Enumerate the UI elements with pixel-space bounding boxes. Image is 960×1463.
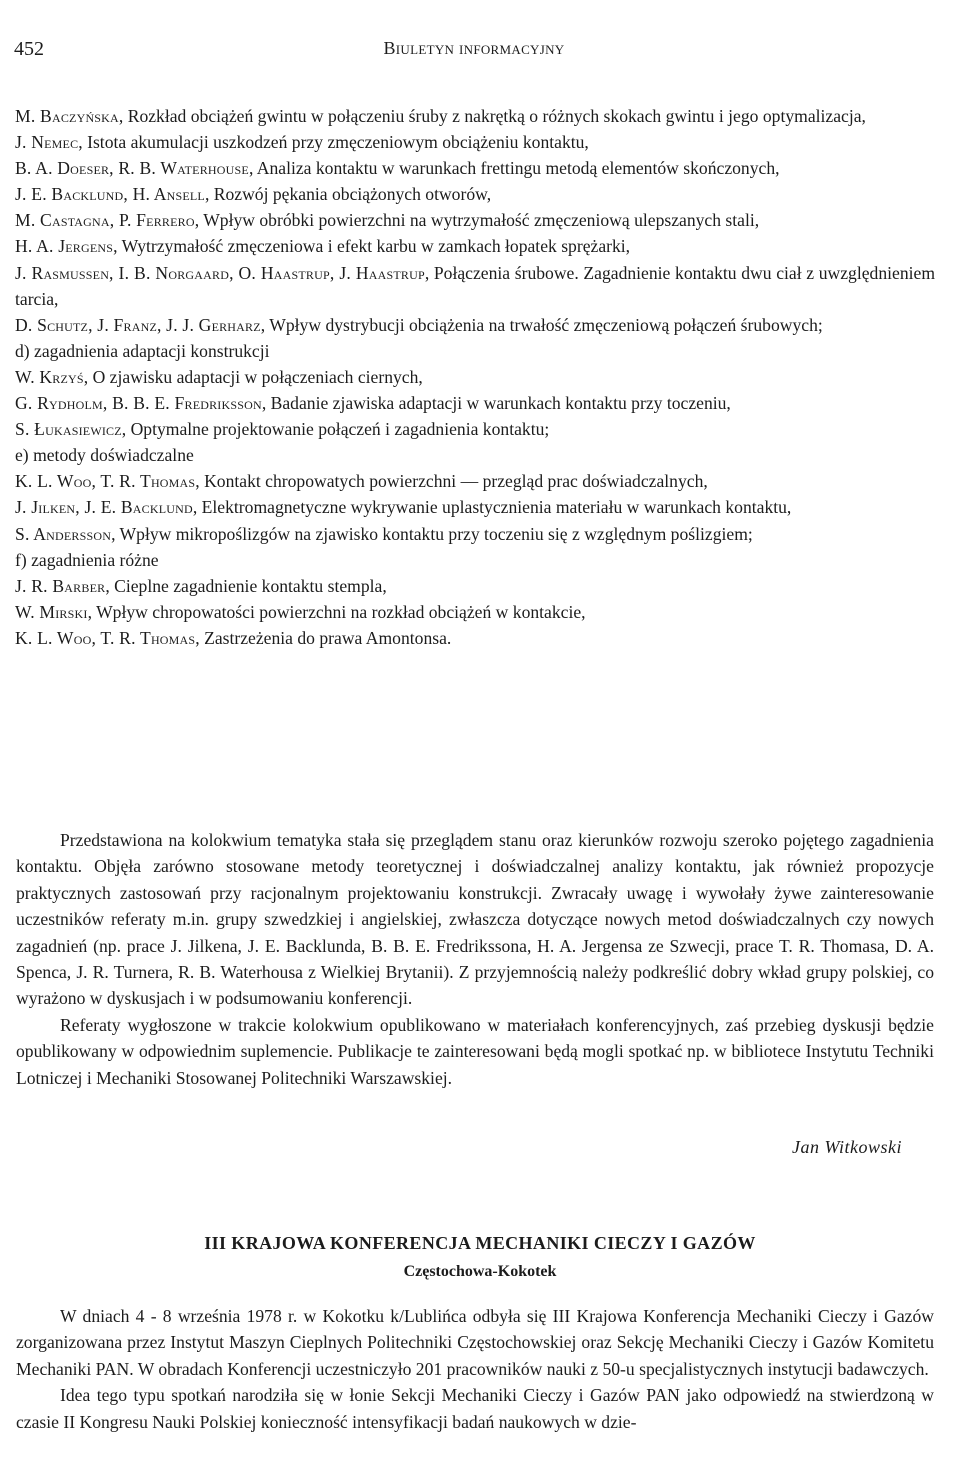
reference-title: Wytrzymałość zmęczeniowa i efekt karbu w zamkach łopatek sprężarki,: [121, 236, 631, 257]
reference-item: M. Baczyńska, Rozkład obciążeń gwintu w połączeniu śruby z nakrętką o różnych skokach gwintu i jego optymalizacja,: [15, 106, 866, 126]
running-title: Biuletyn informacyjny: [383, 38, 565, 58]
reference-title: Wpływ chropowatości powierzchni na rozkład obciążeń w kontakcie,: [96, 601, 586, 622]
reference-item: H. A. Jergens, Wytrzymałość zmęczeniowa i efekt karbu w zamkach łopatek sprężarki,: [15, 236, 631, 257]
reference-item: S. Andersson, Wpływ mikropoślizgów na zjawisko kontaktu przy toczeniu się z względnym poślizgiem;: [15, 523, 753, 544]
reference-authors: J. Rasmussen, I. B. Norgaard, O. Haastrup, J. Haastrup: [15, 262, 425, 283]
summary-text: [16, 827, 934, 1091]
reference-authors: J. Nemec: [15, 132, 79, 153]
reference-title: Elektromagnetyczne wykrywanie uplastycznienia materiału w warunkach kontaktu,: [201, 497, 792, 518]
reference-title: Analiza kontaktu w warunkach frettingu metodą elementów skończonych,: [256, 158, 780, 179]
reference-item: J. Jilken, J. E. Backlund, Elektromagnetyczne wykrywanie uplastycznienia materiału w warunkach kontaktu,: [15, 497, 792, 518]
reference-item: K. L. Woo, T. R. Thomas, Kontakt chropowatych powierzchni — przegląd prac doświadczalnych,: [15, 471, 708, 492]
reference-authors: D. Schutz, J. Franz, J. J. Gerharz: [15, 314, 261, 335]
reference-item: W. Mirski, Wpływ chropowatości powierzchni na rozkład obciążeń w kontakcie,: [15, 601, 586, 622]
reference-title: Rozwój pękania obciążonych otworów,: [213, 184, 492, 205]
section-text: [16, 1303, 934, 1435]
reference-authors: H. A. Jergens: [15, 236, 114, 257]
author-signature: Jan Witkowski: [792, 1137, 902, 1157]
body-paragraph: Idea tego typu spotkań narodziła się w łonie Sekcji Mechaniki Cieczy i Gazów PAN jako odpowiedź na stwierdzoną w czasie II Kongresu Nauki Polskiej konieczność intensyfikacji badań naukowych w dzie-: [16, 1385, 934, 1432]
reference-item: J. Nemec, Istota akumulacji uszkodzeń przy zmęczeniowym obciążeniu kontaktu,: [15, 132, 589, 153]
reference-authors: S. Łukasiewicz: [15, 419, 122, 440]
reference-item: B. A. Doeser, R. B. Waterhouse, Analiza kontaktu w warunkach frettingu metodą elementów skończonych,: [15, 158, 780, 179]
reference-title: Badanie zjawiska adaptacji w warunkach kontaktu przy toczeniu,: [270, 393, 731, 414]
reference-item: G. Rydholm, B. B. E. Fredriksson, Badanie zjawiska adaptacji w warunkach kontaktu przy toczeniu,: [15, 393, 731, 414]
reference-item: W. Krzyś, O zjawisku adaptacji w połączeniach ciernych,: [15, 366, 423, 387]
reference-title: O zjawisku adaptacji w połączeniach ciernych,: [92, 366, 423, 387]
reference-section-heading: d) zagadnienia adaptacji konstrukcji: [15, 340, 270, 361]
reference-title: Wpływ mikropoślizgów na zjawisko kontaktu przy toczeniu się z względnym poślizgiem;: [119, 523, 753, 544]
reference-authors: M. Castagna, P. Ferrero: [15, 210, 195, 231]
reference-item: J. Rasmussen, I. B. Norgaard, O. Haastrup, J. Haastrup, Połączenia śrubowe. Zagadnienie kontaktu dwu ciał z uwzględnieniem tarcia,: [15, 262, 936, 309]
body-paragraph: Referaty wygłoszone w trakcie kolokwium opublikowano w materiałach konferencyjnych, zaś przebieg dyskusji będzie opublikowany w odpowiednim suplemencie. Publikacje te zainteresowani będą mogli spotkać np. w bibliotece Instytutu Techniki Lotniczej i Mechaniki Stosowanej Politechniki Warszawskiej.: [16, 1014, 934, 1088]
reference-authors: W. Mirski: [15, 601, 88, 622]
reference-title: Optymalne projektowanie połączeń i zagadnienia kontaktu;: [130, 419, 550, 440]
reference-authors: S. Andersson: [15, 523, 112, 544]
reference-item: M. Castagna, P. Ferrero, Wpływ obróbki powierzchni na wytrzymałość zmęczeniową ulepszanych stali,: [15, 210, 760, 231]
reference-item: J. E. Backlund, H. Ansell, Rozwój pękania obciążonych otworów,: [15, 184, 492, 205]
reference-section-heading: e) metody doświadczalne: [15, 445, 194, 466]
body-paragraph: W dniach 4 - 8 września 1978 r. w Kokotku k/Lublińca odbyła się III Krajowa Konferencja Mechaniki Cieczy i Gazów zorganizowana przez Instytut Maszyn Cieplnych Politechniki Częstochowskiej oraz Sekcję Mechaniki Cieczy i Gazów Komitetu Mechaniki PAN. W obradach Konferencji uczestniczyło 201 pracowników nauki z 50-u specjalistycznych instytucji badawczych.: [16, 1306, 934, 1379]
reference-title: Rozkład obciążeń gwintu w połączeniu śruby z nakrętką o różnych skokach gwintu i jego optymalizacja,: [127, 106, 866, 126]
reference-authors: G. Rydholm, B. B. E. Fredriksson: [15, 393, 262, 414]
reference-title: Kontakt chropowatych powierzchni — przegląd prac doświadczalnych,: [204, 471, 708, 492]
reference-title: Wpływ dystrybucji obciążenia na trwałość zmęczeniową połączeń śrubowych;: [269, 314, 823, 335]
reference-authors: W. Krzyś: [15, 366, 84, 387]
reference-title: Zastrzeżenia do prawa Amontonsa.: [204, 627, 452, 648]
section-subtitle: Częstochowa-Kokotek: [403, 1263, 557, 1280]
reference-authors: K. L. Woo, T. R. Thomas: [15, 627, 196, 648]
reference-section-heading: f) zagadnienia różne: [15, 549, 159, 570]
reference-authors: B. A. Doeser, R. B. Waterhouse: [15, 158, 249, 179]
reference-authors: J. Jilken, J. E. Backlund: [15, 497, 193, 518]
reference-title: Wpływ obróbki powierzchni na wytrzymałość zmęczeniową ulepszanych stali,: [203, 210, 760, 231]
reference-item: D. Schutz, J. Franz, J. J. Gerharz, Wpływ dystrybucji obciążenia na trwałość zmęczeniową połączeń śrubowych;: [15, 314, 823, 335]
reference-item: J. R. Barber, Cieplne zagadnienie kontaktu stempla,: [15, 575, 387, 596]
reference-title: Połączenia śrubowe. Zagadnienie kontaktu dwu ciał z uwzględnieniem tarcia,: [15, 262, 936, 309]
reference-authors: K. L. Woo, T. R. Thomas: [15, 471, 196, 492]
page-number: 452: [14, 38, 44, 60]
reference-item: S. Łukasiewicz, Optymalne projektowanie połączeń i zagadnienia kontaktu;: [15, 419, 550, 440]
page-header: [14, 38, 934, 66]
reference-list: [15, 103, 935, 651]
reference-authors: J. R. Barber: [15, 575, 106, 596]
reference-authors: M. Baczyńska: [15, 106, 119, 126]
section-title: III KRAJOWA KONFERENCJA MECHANIKI CIECZY I GAZÓW: [204, 1233, 756, 1253]
reference-item: K. L. Woo, T. R. Thomas, Zastrzeżenia do prawa Amontonsa.: [15, 627, 452, 648]
reference-title: Istota akumulacji uszkodzeń przy zmęczeniowym obciążeniu kontaktu,: [87, 132, 589, 153]
body-paragraph: Przedstawiona na kolokwium tematyka stała się przeglądem stanu oraz kierunków rozwoju szeroko pojętego zagadnienia kontaktu. Objęła zarówno stosowane metody teoretycznej i doświadczalnej analizy kontaktu, jak również propozycje praktycznych zastosowań przy racjonalnym projektowaniu konstrukcji. Zwracały uwagę i wywołały żywe zainteresowanie uczestników referaty m.in. grupy szwedzkiej i angielskiej, zwłaszcza dotyczące nowych metod doświadczalnych czy nowych zagadnień (np. prace J. Jilkena, J. E. Backlunda, B. B. E. Fredrikssona, H. A. Jergensa ze Szwecji, prace T. R. Thomasa, D. A. Spenca, J. R. Turnera, R. B. Waterhousa z Wielkiej Brytanii). Z przyjemnością należy podkreślić dobry wkład grupy polskiej, co wyrażono w dyskusjach i w podsumowaniu konferencji.: [16, 830, 934, 1009]
reference-authors: J. E. Backlund, H. Ansell: [15, 184, 205, 205]
reference-title: Cieplne zagadnienie kontaktu stempla,: [114, 575, 387, 596]
